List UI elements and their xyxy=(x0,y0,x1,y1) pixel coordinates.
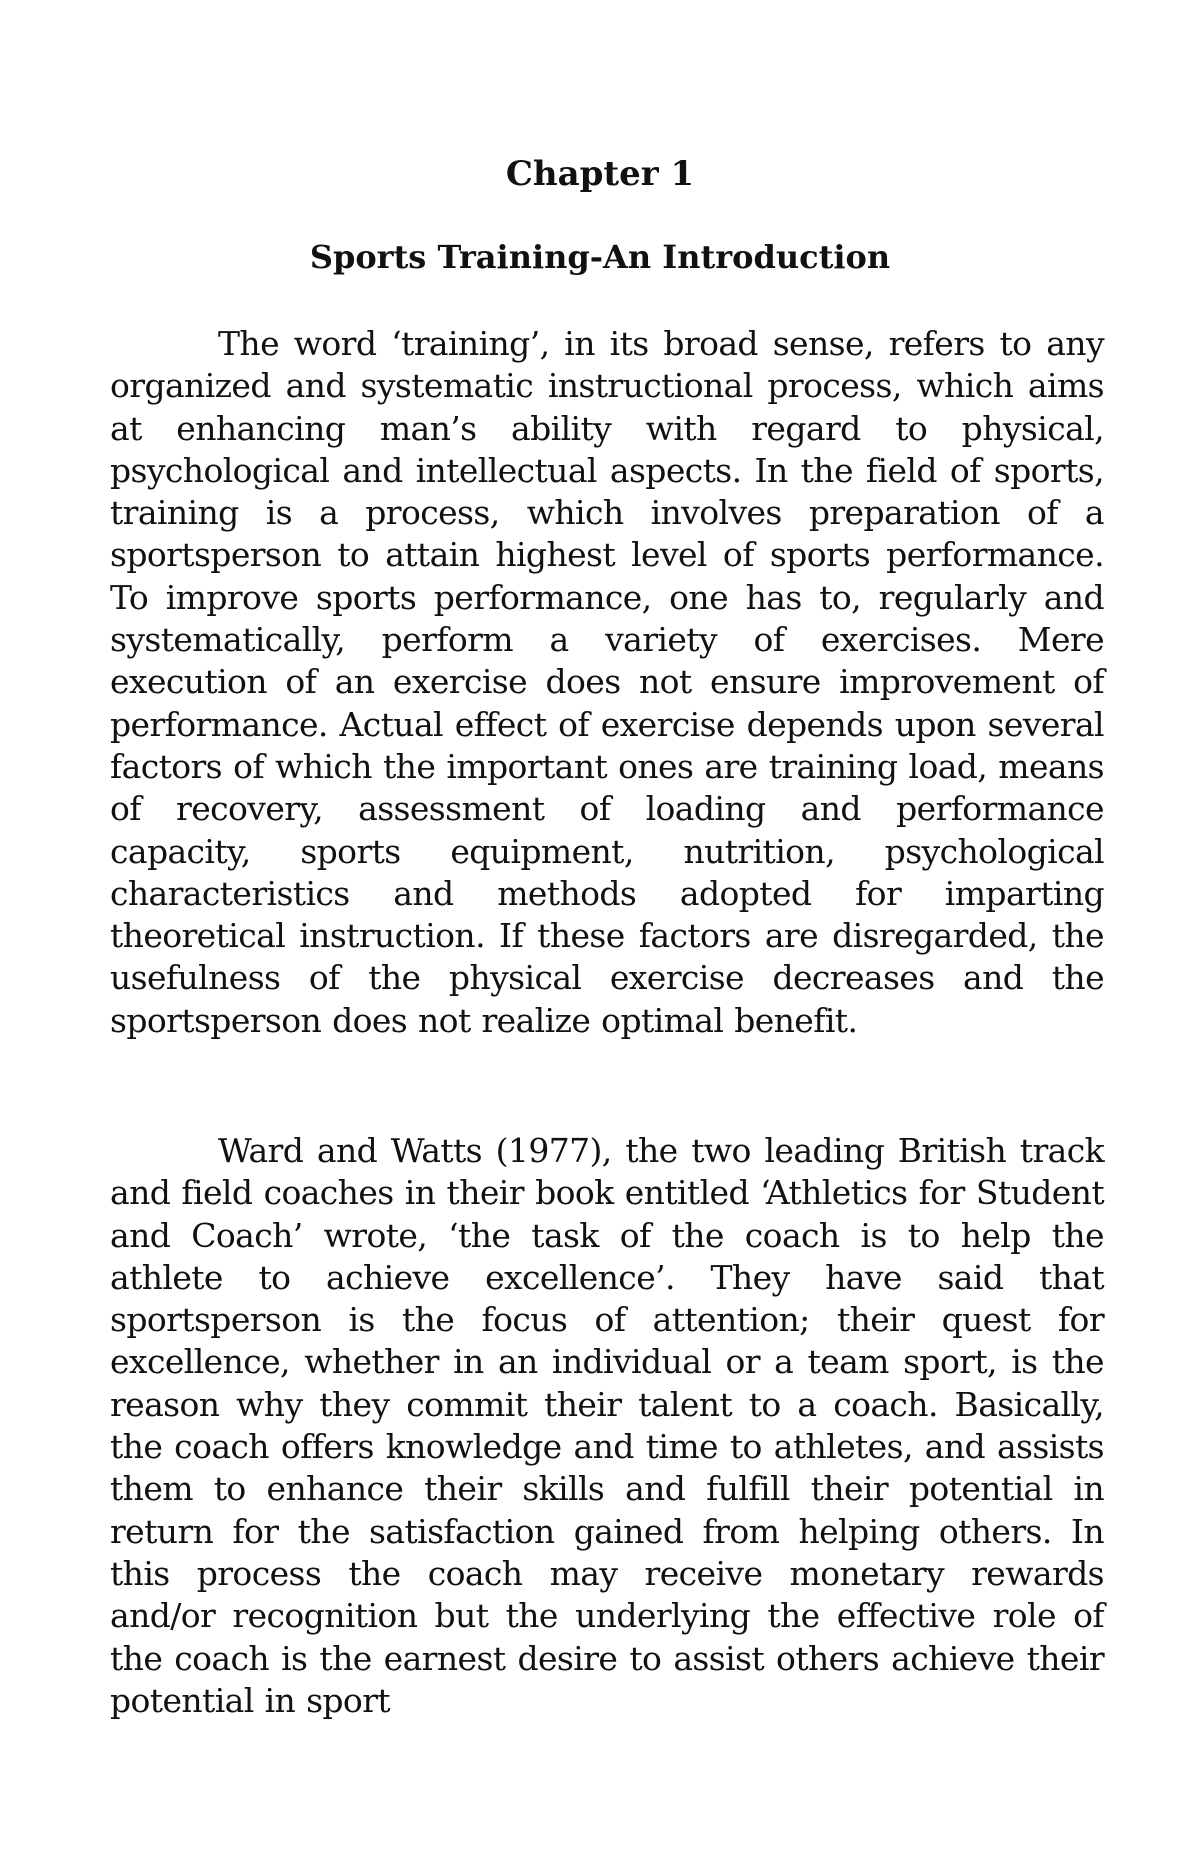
paragraph-training-definition: The word ‘training’, in its broad sense, refers to any organized and systematic instructional process, which aims at enhancing man’s ability with regard to physical, psychological and intellectual aspects. In the field of sports, training is a process, which involves preparation of a sportsperson to attain highest level of sports performance. To improve sports performance, one has to, regularly and systematically, perform a variety of exercises. Mere execution of an exercise does not ensure improvement of performance. Actual effect of exercise depends upon several factors of which the important ones are training load, means of recovery, assessment of loading and performance capacity, sports equipment, nutrition, psychological characteristics and methods adopted for imparting theoretical instruction. If these factors are disregarded, the usefulness of the physical exercise decreases and the sportsperson does not realize optimal benefit. xyxy=(110,324,1104,1040)
paragraph-coach-role: Ward and Watts (1977), the two leading British track and field coaches in their book entitled ‘Athletics for Student and Coach’ wrote, ‘the task of the coach is to help the athlete to achieve excellence’. They have said that sportsperson is the focus of attention; their quest for excellence, whether in an individual or a team sport, is the reason why they commit their talent to a coach. Basically, the coach offers knowledge and time to athletes, and assists them to enhance their skills and fulfill their potential in return for the satisfaction gained from helping others. In this process the coach may receive monetary rewards and/or recognition but the underlying the effective role of the coach is the earnest desire to assist others achieve their potential in sport xyxy=(110,1131,1104,1720)
chapter-number: Chapter 1 xyxy=(505,154,695,194)
chapter-title: Sports Training-An Introduction xyxy=(309,238,891,276)
